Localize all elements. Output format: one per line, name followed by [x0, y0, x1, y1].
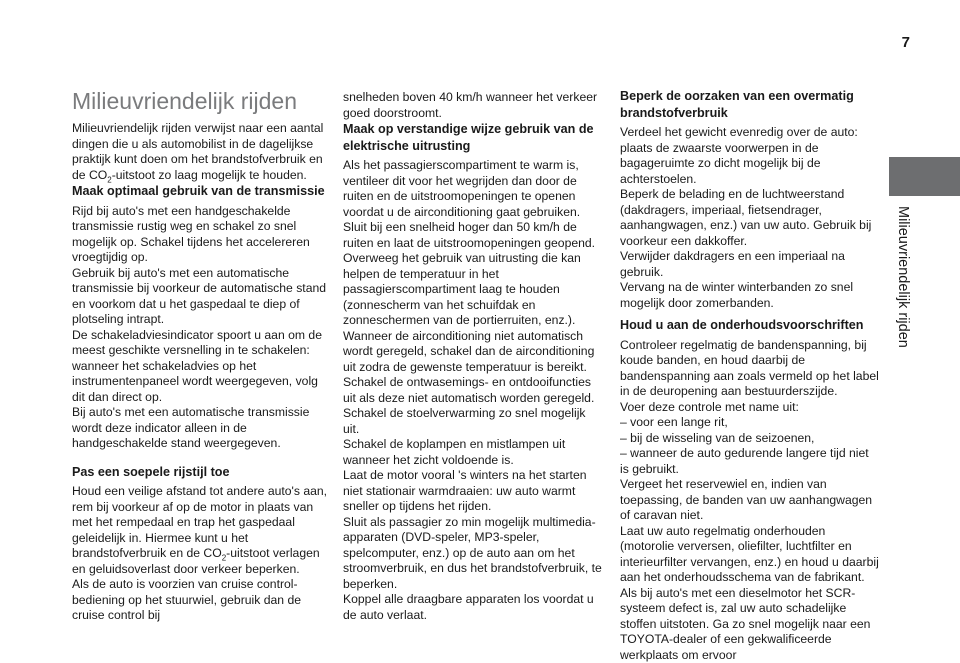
- paragraph: Schakel de ontwasemings- en ontdooifuncties uit als deze niet automatisch worden geregeld.: [343, 375, 605, 406]
- column-2: [343, 90, 605, 623]
- paragraph: Als de auto is voorzien van cruise control-bediening op het stuurwiel, gebruik dan de cruise control bij: [72, 577, 330, 624]
- paragraph: Voer deze controle met name uit:: [620, 400, 880, 416]
- section-elektrisch: [343, 158, 605, 623]
- paragraph: Overweeg het gebruik van uitrusting die kan helpen de temperatuur in het passagierscompartiment laag te houden (zonnescherm van het schuifdak en zonneschermen van de portierruiten, enz.).: [343, 251, 605, 329]
- list-item: – bij de wisseling van de seizoenen,: [620, 431, 880, 447]
- section-transmissie: [72, 204, 330, 452]
- paragraph: Schakel de stoelverwarming zo snel mogelijk uit.: [343, 406, 605, 437]
- paragraph: Sluit bij een snelheid hoger dan 50 km/h de ruiten en laat de uitstroomopeningen geopend.: [343, 220, 605, 251]
- paragraph: Vervang na de winter winterbanden zo snel mogelijk door zomerbanden.: [620, 280, 880, 311]
- paragraph: Laat de motor vooral 's winters na het starten niet stationair warmdraaien: uw auto warmt sneller op tijdens het rijden.: [343, 468, 605, 515]
- paragraph: Houd een veilige afstand tot andere auto's aan, rem bij voorkeur af op de motor in plaats van met het rempedaal en trap het gaspedaal geleidelijk in. Hiermee kunt u het brandstofverbruik en de $CO_2$-uitstoot verlagen en geluidsoverlast door verkeer beperken.: [72, 484, 330, 577]
- section-verbruik: [620, 125, 880, 311]
- column-1: [72, 88, 330, 624]
- paragraph: Koppel alle draagbare apparaten los voordat u de auto verlaat.: [343, 592, 605, 623]
- paragraph: Als het passagierscompartiment te warm is, ventileer dit voor het wegrijden dan door de ruiten en de uitstroomopeningen te openen voordat u de airconditioning gaat gebruiken.: [343, 158, 605, 220]
- paragraph: Rijd bij auto's met een handgeschakelde transmissie rustig weg en schakel zo snel mogelijk op. Schakel tijdens het accelereren vroegtijdig op.: [72, 204, 330, 266]
- paragraph: Verdeel het gewicht evenredig over de auto: plaats de zwaarste voorwerpen in de bagageruimte zo dicht mogelijk bij de achterstoelen.: [620, 125, 880, 187]
- page-number: 7: [870, 34, 910, 51]
- intro-paragraph: Milieuvriendelijk rijden verwijst naar een aantal dingen die u als automobilist in de dagelijkse praktijk kunt doen om het brandstofverbruik en de $CO_2$-uitstoot zo laag mogelijk te houden.: [72, 121, 330, 183]
- heading-rijstijl: Pas een soepele rijstijl toe: [72, 464, 330, 481]
- section-onderhoud: [620, 338, 880, 663]
- paragraph: snelheden boven 40 km/h wanneer het verkeer goed doorstroomt.: [343, 90, 605, 121]
- heading-onderhoud: Houd u aan de onderhoudsvoorschriften: [620, 317, 880, 334]
- paragraph: Bij auto's met een automatische transmissie wordt deze indicator alleen in de handgeschakelde stand weergegeven.: [72, 405, 330, 452]
- paragraph: Controleer regelmatig de bandenspanning, bij koude banden, en houd daarbij de bandenspanning aan zoals vermeld op het label in de deuropening aan bestuurderszijde.: [620, 338, 880, 400]
- paragraph: Schakel de koplampen en mistlampen uit wanneer het zicht voldoende is.: [343, 437, 605, 468]
- paragraph: Sluit als passagier zo min mogelijk multimedia-apparaten (DVD-speler, MP3-speler, spelcomputer, enz.) op de auto aan om het stroomverbruik, en dus het brandstofverbruik, te beperken.: [343, 515, 605, 593]
- paragraph: Beperk de belading en de luchtweerstand (dakdragers, imperiaal, fietsendrager, aanhangwagen, enz.) van uw auto. Gebruik bij voorkeur een dakkoffer.: [620, 187, 880, 249]
- paragraph: Vergeet het reservewiel en, indien van toepassing, de banden van uw aanhangwagen of caravan niet.: [620, 477, 880, 524]
- column-3: [620, 88, 880, 663]
- paragraph: Gebruik bij auto's met een automatische transmissie bij voorkeur de automatische stand en voorkom dat u het gaspedaal te diep of plotseling intrapt.: [72, 266, 330, 328]
- paragraph: Wanneer de airconditioning niet automatisch wordt geregeld, schakel dan de airconditioning uit zodra de gewenste temperatuur is bereikt.: [343, 329, 605, 376]
- page-title: Milieuvriendelijk rijden: [72, 88, 330, 114]
- heading-transmissie: Maak optimaal gebruik van de transmissie: [72, 183, 330, 200]
- paragraph: De schakeladviesindicator spoort u aan om de meest geschikte versnelling in te schakelen: wanneer het schakeladvies op het instrumentenpaneel wordt weergegeven, volg dit dan direct op.: [72, 328, 330, 406]
- paragraph: Laat uw auto regelmatig onderhouden (motorolie verversen, oliefilter, luchtfilter en interieurfilter vervangen, enz.) en houd u daarbij aan het onderhoudsschema van de fabrikant.: [620, 524, 880, 586]
- chapter-tab: [889, 157, 960, 196]
- paragraph: Als bij auto's met een dieselmotor het SCR-systeem defect is, zal uw auto schadelijke stoffen uitstoten. Ga zo snel mogelijk naar een TOYOTA-dealer of een gekwalificeerde werkplaats om ervoor: [620, 586, 880, 663]
- heading-elektrisch: Maak op verstandige wijze gebruik van de elektrische uitrusting: [343, 121, 605, 154]
- paragraph: Verwijder dakdragers en een imperiaal na gebruik.: [620, 249, 880, 280]
- list-item: – voor een lange rit,: [620, 415, 880, 431]
- chapter-tab-label: Milieuvriendelijk rijden: [891, 206, 911, 386]
- list-item: – wanneer de auto gedurende langere tijd niet is gebruikt.: [620, 446, 880, 477]
- section-rijstijl: [72, 484, 330, 624]
- heading-verbruik: Beperk de oorzaken van een overmatig brandstofverbruik: [620, 88, 880, 121]
